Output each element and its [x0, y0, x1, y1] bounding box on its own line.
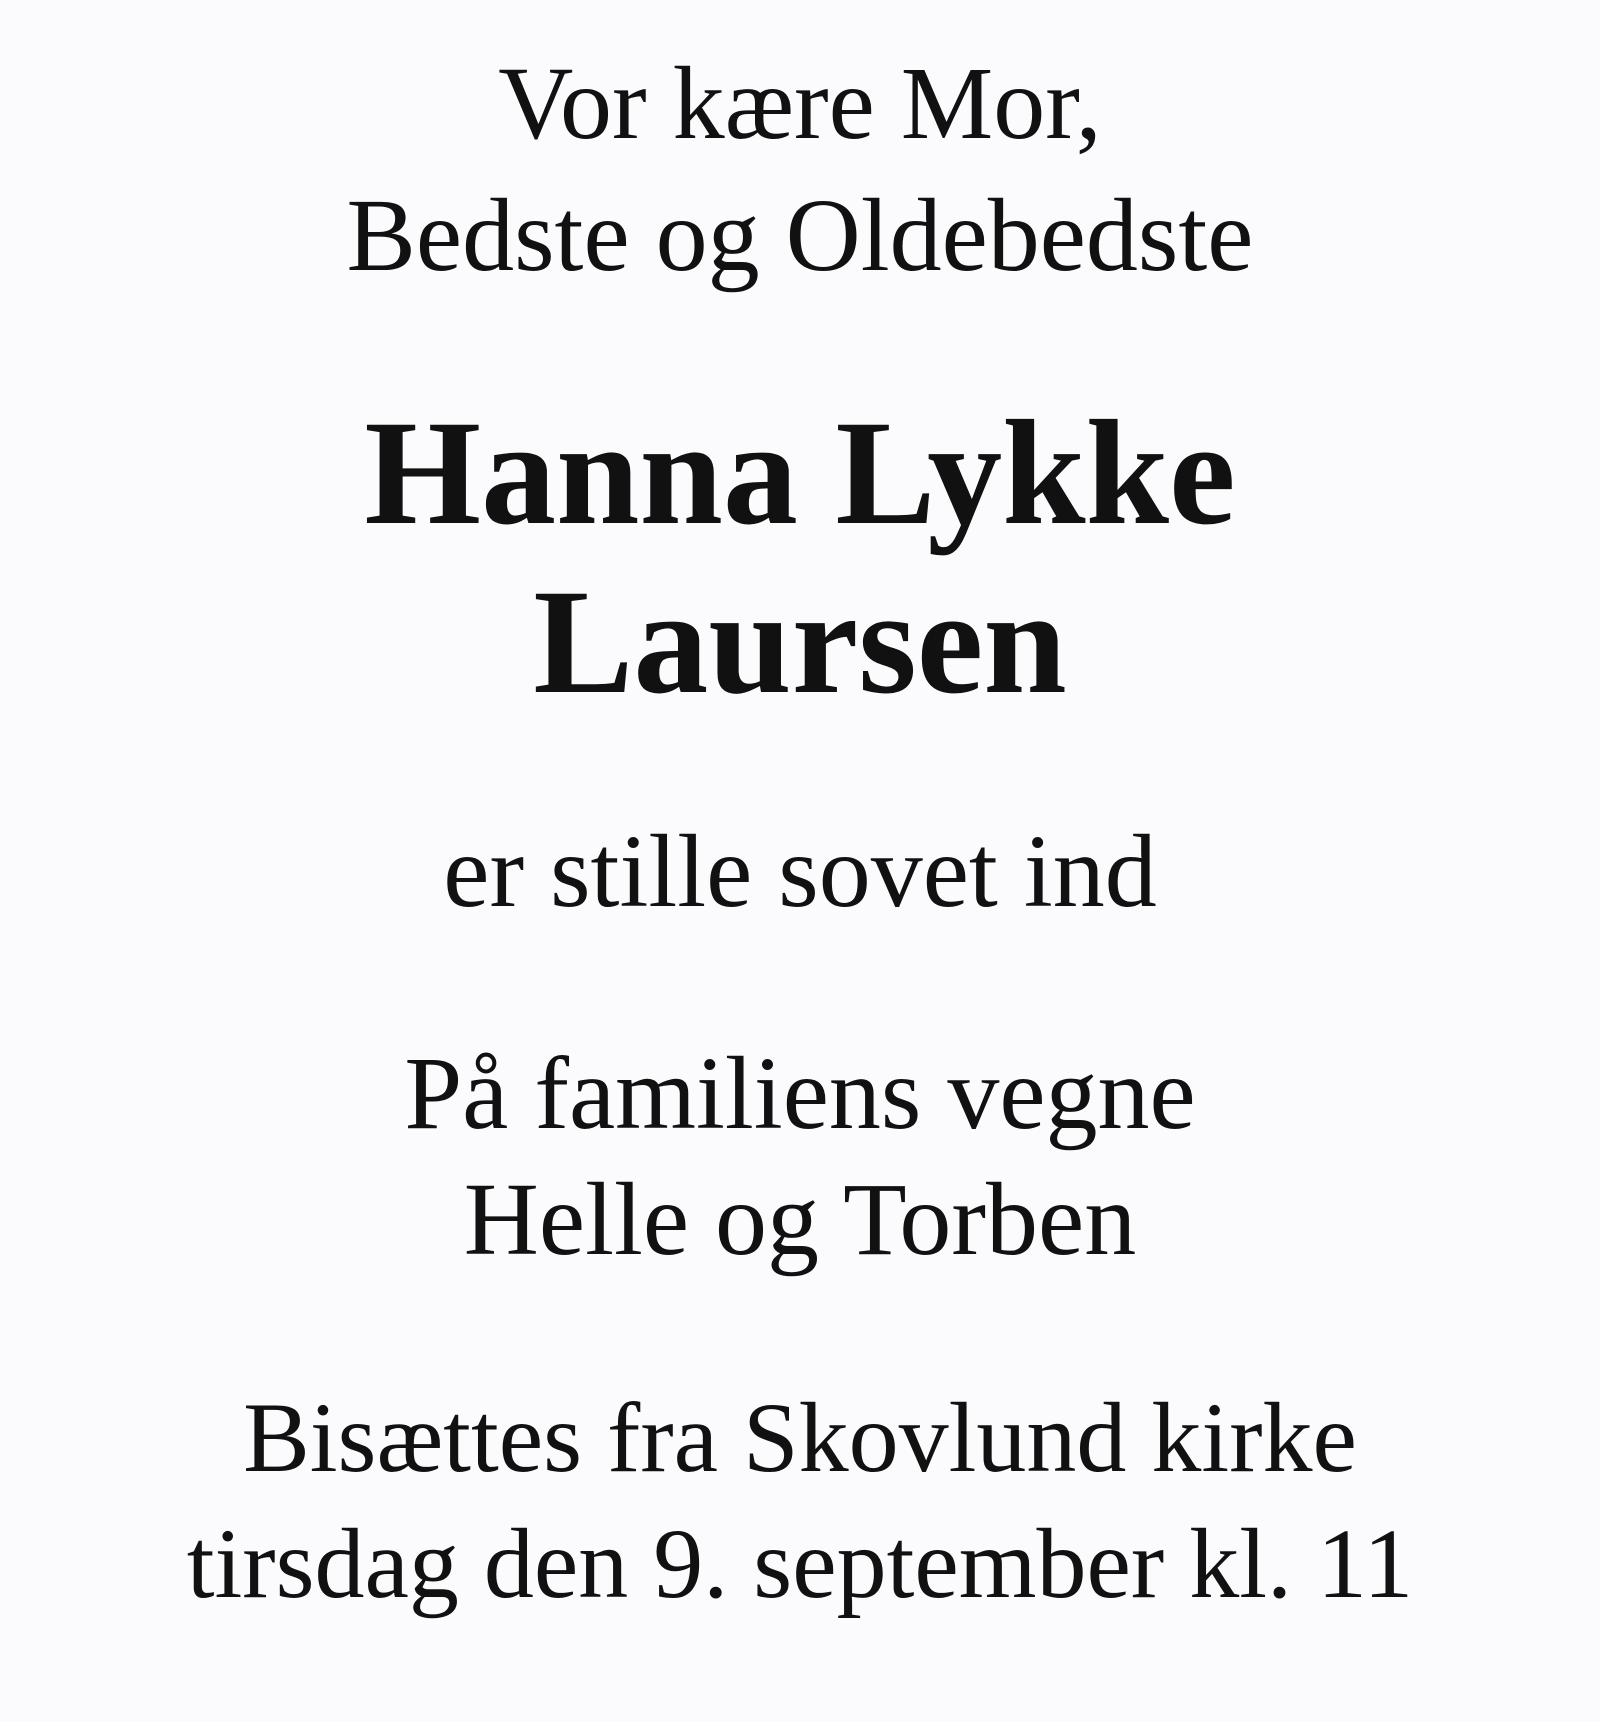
deceased-name-line-2: Laursen [533, 559, 1067, 725]
greeting-line-2: Bedste og Oldebedste [346, 178, 1254, 293]
greeting-line-1: Vor kære Mor, [498, 46, 1102, 161]
signature-line-2: Helle og Torben [463, 1162, 1137, 1277]
signature-line-1: På familiens vegne [404, 1036, 1196, 1151]
funeral-line-1: Bisættes fra Skovlund kirke [243, 1382, 1357, 1493]
deceased-name-line-1: Hanna Lykke [364, 390, 1236, 556]
funeral-line-2: tirsdag den 9. september kl. 11 [186, 1508, 1414, 1619]
announcement-text: er stille sovet ind [443, 814, 1157, 929]
